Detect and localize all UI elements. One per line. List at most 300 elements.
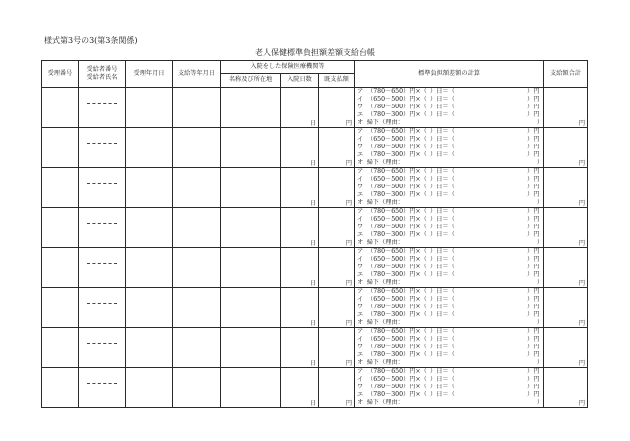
calc-cell [355,368,544,408]
calc-line-a [355,128,543,136]
calc-kana: エ [357,391,364,399]
calc-line-o [355,119,543,127]
reduction-close: ） [536,239,544,246]
recipient-divider [87,343,117,344]
calc-days[interactable]: ）日＝（ [430,311,455,319]
total-cell[interactable] [544,328,588,368]
calc-kana: エ [357,191,364,199]
calc-kana: イ [357,295,364,303]
ledger-row [42,368,588,408]
calc-kana: オ [357,159,364,166]
payment-date-cell[interactable] [173,128,221,168]
days-unit: 日 [309,159,316,167]
institution-cell[interactable] [221,168,281,208]
calc-yen: ）円 [527,151,540,159]
institution-cell[interactable] [221,208,281,248]
receipt-no-cell[interactable] [42,248,79,288]
calc-yen: ）円 [527,368,540,375]
days-unit: 日 [309,279,316,287]
calc-kana: ア [357,168,364,175]
calc-formula: （780－500）円×（ [367,263,427,271]
calc-days[interactable]: ）日＝（ [430,343,455,351]
paid-cell[interactable] [319,168,355,208]
calc-yen: ）円 [527,215,540,223]
calc-kana: ウ [357,303,364,311]
calc-yen: ）円 [527,191,540,199]
calc-days[interactable]: ）日＝（ [430,335,455,343]
reduction-reason[interactable]: 掃下（理由： [366,359,404,366]
recipient-divider [87,383,117,384]
calc-yen: ）円 [527,311,540,319]
recipient-cell[interactable] [79,88,126,128]
calc-kana: ア [357,328,364,335]
paid-cell[interactable] [319,208,355,248]
calc-kana: オ [357,359,364,366]
calc-yen: ）円 [527,231,540,239]
recipient-divider [87,223,117,224]
calc-days[interactable]: ）日＝（ [430,208,455,215]
paid-unit: 円 [345,359,353,367]
institution-cell[interactable] [221,288,281,328]
recipient-divider [87,143,117,144]
calc-cell [355,168,544,208]
calc-days[interactable]: ）日＝（ [430,383,455,391]
calc-kana: ウ [357,143,364,151]
calc-yen: ）円 [527,391,540,399]
calc-line-e [355,191,543,199]
payment-date-cell[interactable] [173,248,221,288]
header-recipient [79,61,126,88]
calc-days[interactable]: ）日＝（ [430,303,455,311]
calc-days[interactable]: ）日＝（ [430,288,455,295]
calc-kana: イ [357,215,364,223]
calc-cell [355,128,544,168]
paid-unit: 円 [345,239,353,247]
recipient-cell[interactable] [79,128,126,168]
calc-cell [355,248,544,288]
calc-line-e [355,231,543,239]
receipt-date-cell[interactable] [126,368,173,408]
receipt-no-cell[interactable] [42,368,79,408]
total-cell[interactable] [544,128,588,168]
calc-block [355,88,543,127]
calc-days[interactable]: ）日＝（ [430,328,455,335]
calc-yen: ）円 [527,223,540,231]
calc-formula: （780－300）円×（ [367,351,427,359]
calc-line-u [355,144,543,152]
calc-formula: （650－500）円×（ [367,375,427,383]
header-calc: 標準負担額差額の計算 [355,61,544,88]
receipt-date-cell[interactable] [126,88,173,128]
calc-formula: （780－650）円×（ [367,208,427,215]
ledger-row [42,168,588,208]
reduction-reason[interactable]: 掃下（理由： [366,199,404,206]
calc-kana: オ [357,239,364,246]
calc-formula: （780－650）円×（ [367,328,427,335]
calc-yen: ）円 [527,288,540,295]
calc-kana: ア [357,288,364,295]
days-cell[interactable] [281,328,319,368]
calc-yen: ）円 [527,88,540,95]
reduction-close: ） [536,159,544,166]
calc-yen: ）円 [527,183,540,191]
recipient-divider [87,303,117,304]
receipt-date-cell[interactable] [126,288,173,328]
total-unit: 円 [578,199,586,207]
receipt-no-cell[interactable] [42,168,79,208]
calc-yen: ）円 [527,128,540,135]
calc-line-o [355,399,543,407]
form-reference: 様式第3号の3(第3条関係) [44,36,138,45]
payment-date-cell[interactable] [173,368,221,408]
calc-line-u [355,184,543,192]
paid-cell[interactable] [319,248,355,288]
calc-kana: ウ [357,263,364,271]
reduction-close: ） [536,399,544,406]
calc-block [355,368,543,407]
total-unit: 円 [578,239,586,247]
calc-formula: （780－650）円×（ [367,248,427,255]
calc-formula: （780－500）円×（ [367,183,427,191]
calc-days[interactable]: ）日＝（ [430,375,455,383]
calc-kana: ウ [357,223,364,231]
calc-yen: ）円 [527,143,540,151]
calc-line-e [355,311,543,319]
recipient-divider [87,103,117,104]
calc-days[interactable]: ）日＝（ [430,88,455,95]
calc-kana: エ [357,151,364,159]
calc-formula: （650－500）円×（ [367,335,427,343]
calc-formula: （780－300）円×（ [367,111,427,119]
calc-kana: ア [357,128,364,135]
total-cell[interactable] [544,88,588,128]
paid-cell[interactable] [319,128,355,168]
payment-date-cell[interactable] [173,328,221,368]
recipient-divider [87,263,117,264]
calc-cell [355,288,544,328]
header-paid: 既支払額 [319,74,355,88]
calc-kana: オ [357,319,364,326]
calc-line-u [355,224,543,232]
calc-kana: イ [357,135,364,143]
calc-line-a [355,168,543,176]
calc-line-i [355,96,543,104]
reduction-reason[interactable]: 掃下（理由： [366,399,404,406]
header-institution-group: 入院をした保険医療機関等 [221,61,355,74]
reduction-close: ） [536,359,544,366]
calc-yen: ）円 [527,135,540,143]
ledger-row [42,328,588,368]
days-cell[interactable] [281,168,319,208]
calc-line-o [355,359,543,367]
calc-line-u [355,264,543,272]
payment-date-cell[interactable] [173,168,221,208]
calc-formula: （650－500）円×（ [367,175,427,183]
calc-kana: エ [357,311,364,319]
calc-kana: ウ [357,343,364,351]
days-cell[interactable] [281,368,319,408]
calc-yen: ）円 [527,295,540,303]
total-cell[interactable] [544,208,588,248]
total-unit: 円 [578,359,586,367]
calc-days[interactable]: ）日＝（ [430,263,455,271]
total-cell[interactable] [544,368,588,408]
header-institution-name: 名称及び所在地 [221,74,281,88]
calc-yen: ）円 [527,111,540,119]
calc-formula: （780－300）円×（ [367,311,427,319]
reduction-reason[interactable]: 掃下（理由： [366,279,404,286]
reduction-close: ） [536,279,544,286]
calc-kana: イ [357,255,364,263]
calc-formula: （780－500）円×（ [367,383,427,391]
total-cell[interactable] [544,168,588,208]
calc-formula: （780－500）円×（ [367,103,427,111]
calc-yen: ）円 [527,248,540,255]
receipt-date-cell[interactable] [126,128,173,168]
calc-formula: （650－500）円×（ [367,95,427,103]
calc-days[interactable]: ）日＝（ [430,368,455,375]
calc-line-u [355,384,543,392]
reduction-reason[interactable]: 掃下（理由： [366,159,404,166]
calc-line-i [355,176,543,184]
document-title: 老人保健標準負担額差額支給台帳 [255,48,375,57]
total-unit: 円 [578,319,586,327]
total-cell[interactable] [544,288,588,328]
calc-kana: イ [357,175,364,183]
calc-formula: （780－500）円×（ [367,223,427,231]
days-cell[interactable] [281,208,319,248]
calc-line-a [355,248,543,256]
institution-cell[interactable] [221,328,281,368]
days-unit: 日 [309,319,316,327]
days-unit: 日 [309,239,316,247]
paid-cell[interactable] [319,88,355,128]
calc-formula: （780－300）円×（ [367,391,427,399]
calc-line-a [355,368,543,376]
paid-unit: 円 [345,399,353,407]
calc-line-o [355,279,543,287]
calc-yen: ）円 [527,271,540,279]
ledger-body [42,88,588,408]
calc-line-e [355,271,543,279]
calc-formula: （780－650）円×（ [367,288,427,295]
paid-cell[interactable] [319,288,355,328]
receipt-date-cell[interactable] [126,328,173,368]
calc-yen: ）円 [527,335,540,343]
receipt-no-cell[interactable] [42,128,79,168]
paid-unit: 円 [345,119,353,127]
calc-days[interactable]: ）日＝（ [430,143,455,151]
calc-yen: ）円 [527,255,540,263]
recipient-cell[interactable] [79,288,126,328]
ledger-row [42,128,588,168]
calc-kana: オ [357,399,364,406]
calc-days[interactable]: ）日＝（ [430,215,455,223]
reduction-reason[interactable]: 掃下（理由： [366,119,404,126]
total-cell[interactable] [544,248,588,288]
payment-date-cell[interactable] [173,88,221,128]
calc-kana: オ [357,199,364,206]
calc-days[interactable]: ）日＝（ [430,295,455,303]
calc-line-o [355,159,543,167]
calc-formula: （780－650）円×（ [367,168,427,175]
header-receipt-no: 受理番号 [42,61,79,88]
receipt-no-cell[interactable] [42,328,79,368]
calc-block [355,288,543,327]
calc-formula: （780－300）円×（ [367,191,427,199]
calc-formula: （780－300）円×（ [367,271,427,279]
paid-unit: 円 [345,199,353,207]
receipt-date-cell[interactable] [126,208,173,248]
calc-days[interactable]: ）日＝（ [430,175,455,183]
days-unit: 日 [309,199,316,207]
calc-line-o [355,319,543,327]
calc-yen: ）円 [527,351,540,359]
calc-line-a [355,328,543,336]
calc-block [355,208,543,247]
receipt-date-cell[interactable] [126,168,173,208]
days-unit: 日 [309,119,316,127]
paid-unit: 円 [345,279,353,287]
calc-days[interactable]: ）日＝（ [430,223,455,231]
calc-yen: ）円 [527,103,540,111]
calc-days[interactable]: ）日＝（ [430,95,455,103]
calc-kana: オ [357,119,364,126]
institution-cell[interactable] [221,368,281,408]
calc-days[interactable]: ）日＝（ [430,183,455,191]
calc-kana: ア [357,88,364,95]
reduction-close: ） [536,119,544,126]
receipt-date-cell[interactable] [126,248,173,288]
total-unit: 円 [578,159,586,167]
ledger-row [42,288,588,328]
paid-unit: 円 [345,319,353,327]
calc-formula: （650－500）円×（ [367,135,427,143]
calc-kana: エ [357,111,364,119]
calc-line-e [355,351,543,359]
calc-line-u [355,104,543,112]
recipient-cell[interactable] [79,248,126,288]
ledger-row [42,208,588,248]
days-cell[interactable] [281,248,319,288]
calc-yen: ）円 [527,303,540,311]
calc-block [355,168,543,207]
calc-formula: （780－500）円×（ [367,343,427,351]
reduction-reason[interactable]: 掃下（理由： [366,319,404,326]
recipient-cell[interactable] [79,168,126,208]
calc-formula: （650－500）円×（ [367,295,427,303]
calc-kana: ウ [357,183,364,191]
calc-block [355,328,543,367]
header-recipient-name: 受給者氏名 [86,74,118,81]
calc-kana: エ [357,351,364,359]
paid-unit: 円 [345,159,353,167]
calc-kana: オ [357,279,364,286]
calc-days[interactable]: ）日＝（ [430,135,455,143]
calc-line-i [355,296,543,304]
institution-cell[interactable] [221,88,281,128]
calc-yen: ）円 [527,375,540,383]
receipt-no-cell[interactable] [42,208,79,248]
calc-line-a [355,288,543,296]
header-payment-date: 支給等年月日 [173,61,221,88]
total-unit: 円 [578,119,586,127]
ledger-row [42,88,588,128]
calc-yen: ）円 [527,383,540,391]
calc-days[interactable]: ）日＝（ [430,128,455,135]
calc-days[interactable]: ）日＝（ [430,248,455,255]
header-recipient-number: 受給者番号 [86,65,118,73]
header-total: 支給額合計 [544,61,588,88]
calc-formula: （780－500）円×（ [367,143,427,151]
days-unit: 日 [309,359,316,367]
calc-formula: （650－500）円×（ [367,215,427,223]
paid-cell[interactable] [319,368,355,408]
calc-line-e [355,111,543,119]
days-cell[interactable] [281,128,319,168]
total-unit: 円 [578,399,586,407]
payment-date-cell[interactable] [173,208,221,248]
calc-line-a [355,88,543,96]
calc-days[interactable]: ）日＝（ [430,191,455,199]
recipient-cell[interactable] [79,368,126,408]
calc-line-e [355,151,543,159]
reduction-close: ） [536,319,544,326]
calc-kana: イ [357,335,364,343]
calc-days[interactable]: ）日＝（ [430,351,455,359]
calc-line-i [355,376,543,384]
calc-days[interactable]: ）日＝（ [430,271,455,279]
calc-days[interactable]: ）日＝（ [430,231,455,239]
calc-days[interactable]: ）日＝（ [430,255,455,263]
calc-line-e [355,391,543,399]
days-unit: 日 [309,399,316,407]
calc-yen: ）円 [527,343,540,351]
receipt-no-cell[interactable] [42,288,79,328]
header-days: 入院日数 [281,74,319,88]
calc-kana: ア [357,208,364,215]
calc-days[interactable]: ）日＝（ [430,111,455,119]
calc-yen: ）円 [527,95,540,103]
recipient-cell[interactable] [79,208,126,248]
calc-days[interactable]: ）日＝（ [430,151,455,159]
receipt-no-cell[interactable] [42,88,79,128]
calc-cell [355,328,544,368]
payment-date-cell[interactable] [173,288,221,328]
calc-days[interactable]: ）日＝（ [430,168,455,175]
calc-kana: ア [357,368,364,375]
calc-line-u [355,344,543,352]
calc-cell [355,88,544,128]
calc-kana: エ [357,271,364,279]
recipient-cell[interactable] [79,328,126,368]
institution-cell[interactable] [221,248,281,288]
calc-kana: ウ [357,103,364,111]
calc-yen: ）円 [527,328,540,335]
calc-formula: （780－300）円×（ [367,151,427,159]
calc-formula: （780－500）円×（ [367,303,427,311]
calc-formula: （780－300）円×（ [367,231,427,239]
days-cell[interactable] [281,88,319,128]
calc-days[interactable]: ）日＝（ [430,391,455,399]
days-cell[interactable] [281,288,319,328]
calc-line-a [355,208,543,216]
ledger-row [42,248,588,288]
reduction-reason[interactable]: 掃下（理由： [366,239,404,246]
institution-cell[interactable] [221,128,281,168]
paid-cell[interactable] [319,328,355,368]
calc-days[interactable]: ）日＝（ [430,103,455,111]
